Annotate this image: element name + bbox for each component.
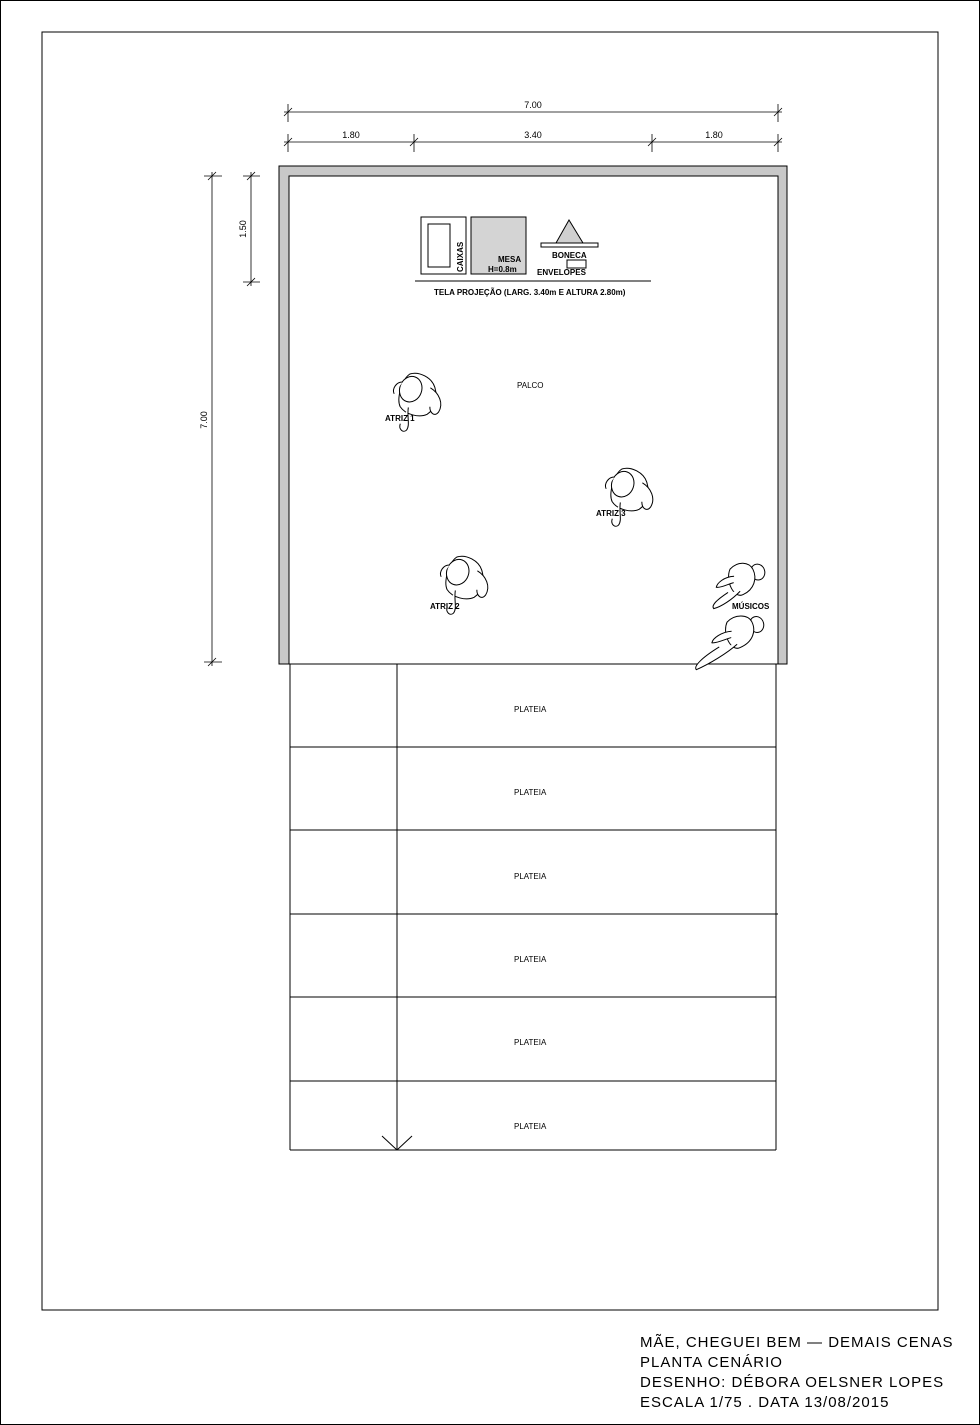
envelopes-label: ENVELOPES	[537, 268, 586, 277]
doll-prop	[541, 220, 598, 260]
dim-screen-depth: 1.50	[238, 220, 248, 238]
vertical-dimensions	[204, 172, 260, 666]
audience-row-label: PLATEIA	[514, 872, 547, 881]
boxes-prop	[421, 217, 466, 274]
audience-grid	[290, 664, 778, 1150]
dim-right-segment: 1.80	[705, 130, 723, 140]
actress-3-figure	[593, 462, 661, 535]
dim-left-segment: 1.80	[342, 130, 360, 140]
envelopes-prop	[537, 260, 587, 277]
title-line-1: MÃE, CHEGUEI BEM — DEMAIS CENAS	[640, 1334, 954, 1351]
stage-label: PALCO	[517, 381, 544, 390]
actress-2-label: ATRIZ 2	[430, 602, 460, 611]
dim-overall-width: 7.00	[524, 100, 542, 110]
dim-overall-depth: 7.00	[199, 411, 209, 429]
table-prop	[471, 217, 526, 274]
actress-1-figure	[381, 367, 449, 440]
stage-walls	[279, 166, 787, 664]
table-height-label: H=0.8m	[488, 265, 517, 274]
audience-row-label: PLATEIA	[514, 1038, 547, 1047]
horizontal-dimensions	[284, 104, 782, 152]
actress-1-label: ATRIZ 1	[385, 414, 415, 423]
audience-row-label: PLATEIA	[514, 788, 547, 797]
audience-row-label: PLATEIA	[514, 705, 547, 714]
title-line-2: PLANTA CENÁRIO	[640, 1354, 783, 1371]
audience-row-label: PLATEIA	[514, 1122, 547, 1131]
actress-2-figure	[428, 550, 496, 623]
audience-row-label: PLATEIA	[514, 955, 547, 964]
dim-middle-segment: 3.40	[524, 130, 542, 140]
musician-2-figure	[686, 610, 771, 669]
title-line-4: ESCALA 1/75 . DATA 13/08/2015	[640, 1394, 890, 1411]
doll-label: BONECA	[552, 251, 587, 260]
sheet-outer-border	[1, 1, 980, 1425]
table-label: MESA	[498, 255, 522, 264]
title-line-3: DESENHO: DÉBORA OELSNER LOPES	[640, 1374, 945, 1391]
musicians-label: MÚSICOS	[732, 602, 770, 611]
boxes-label: CAIXAS	[456, 241, 465, 272]
projection-screen-label: TELA PROJEÇÃO (LARG. 3.40m E ALTURA 2.80m)	[434, 288, 626, 297]
actress-3-label: ATRIZ 3	[596, 509, 626, 518]
